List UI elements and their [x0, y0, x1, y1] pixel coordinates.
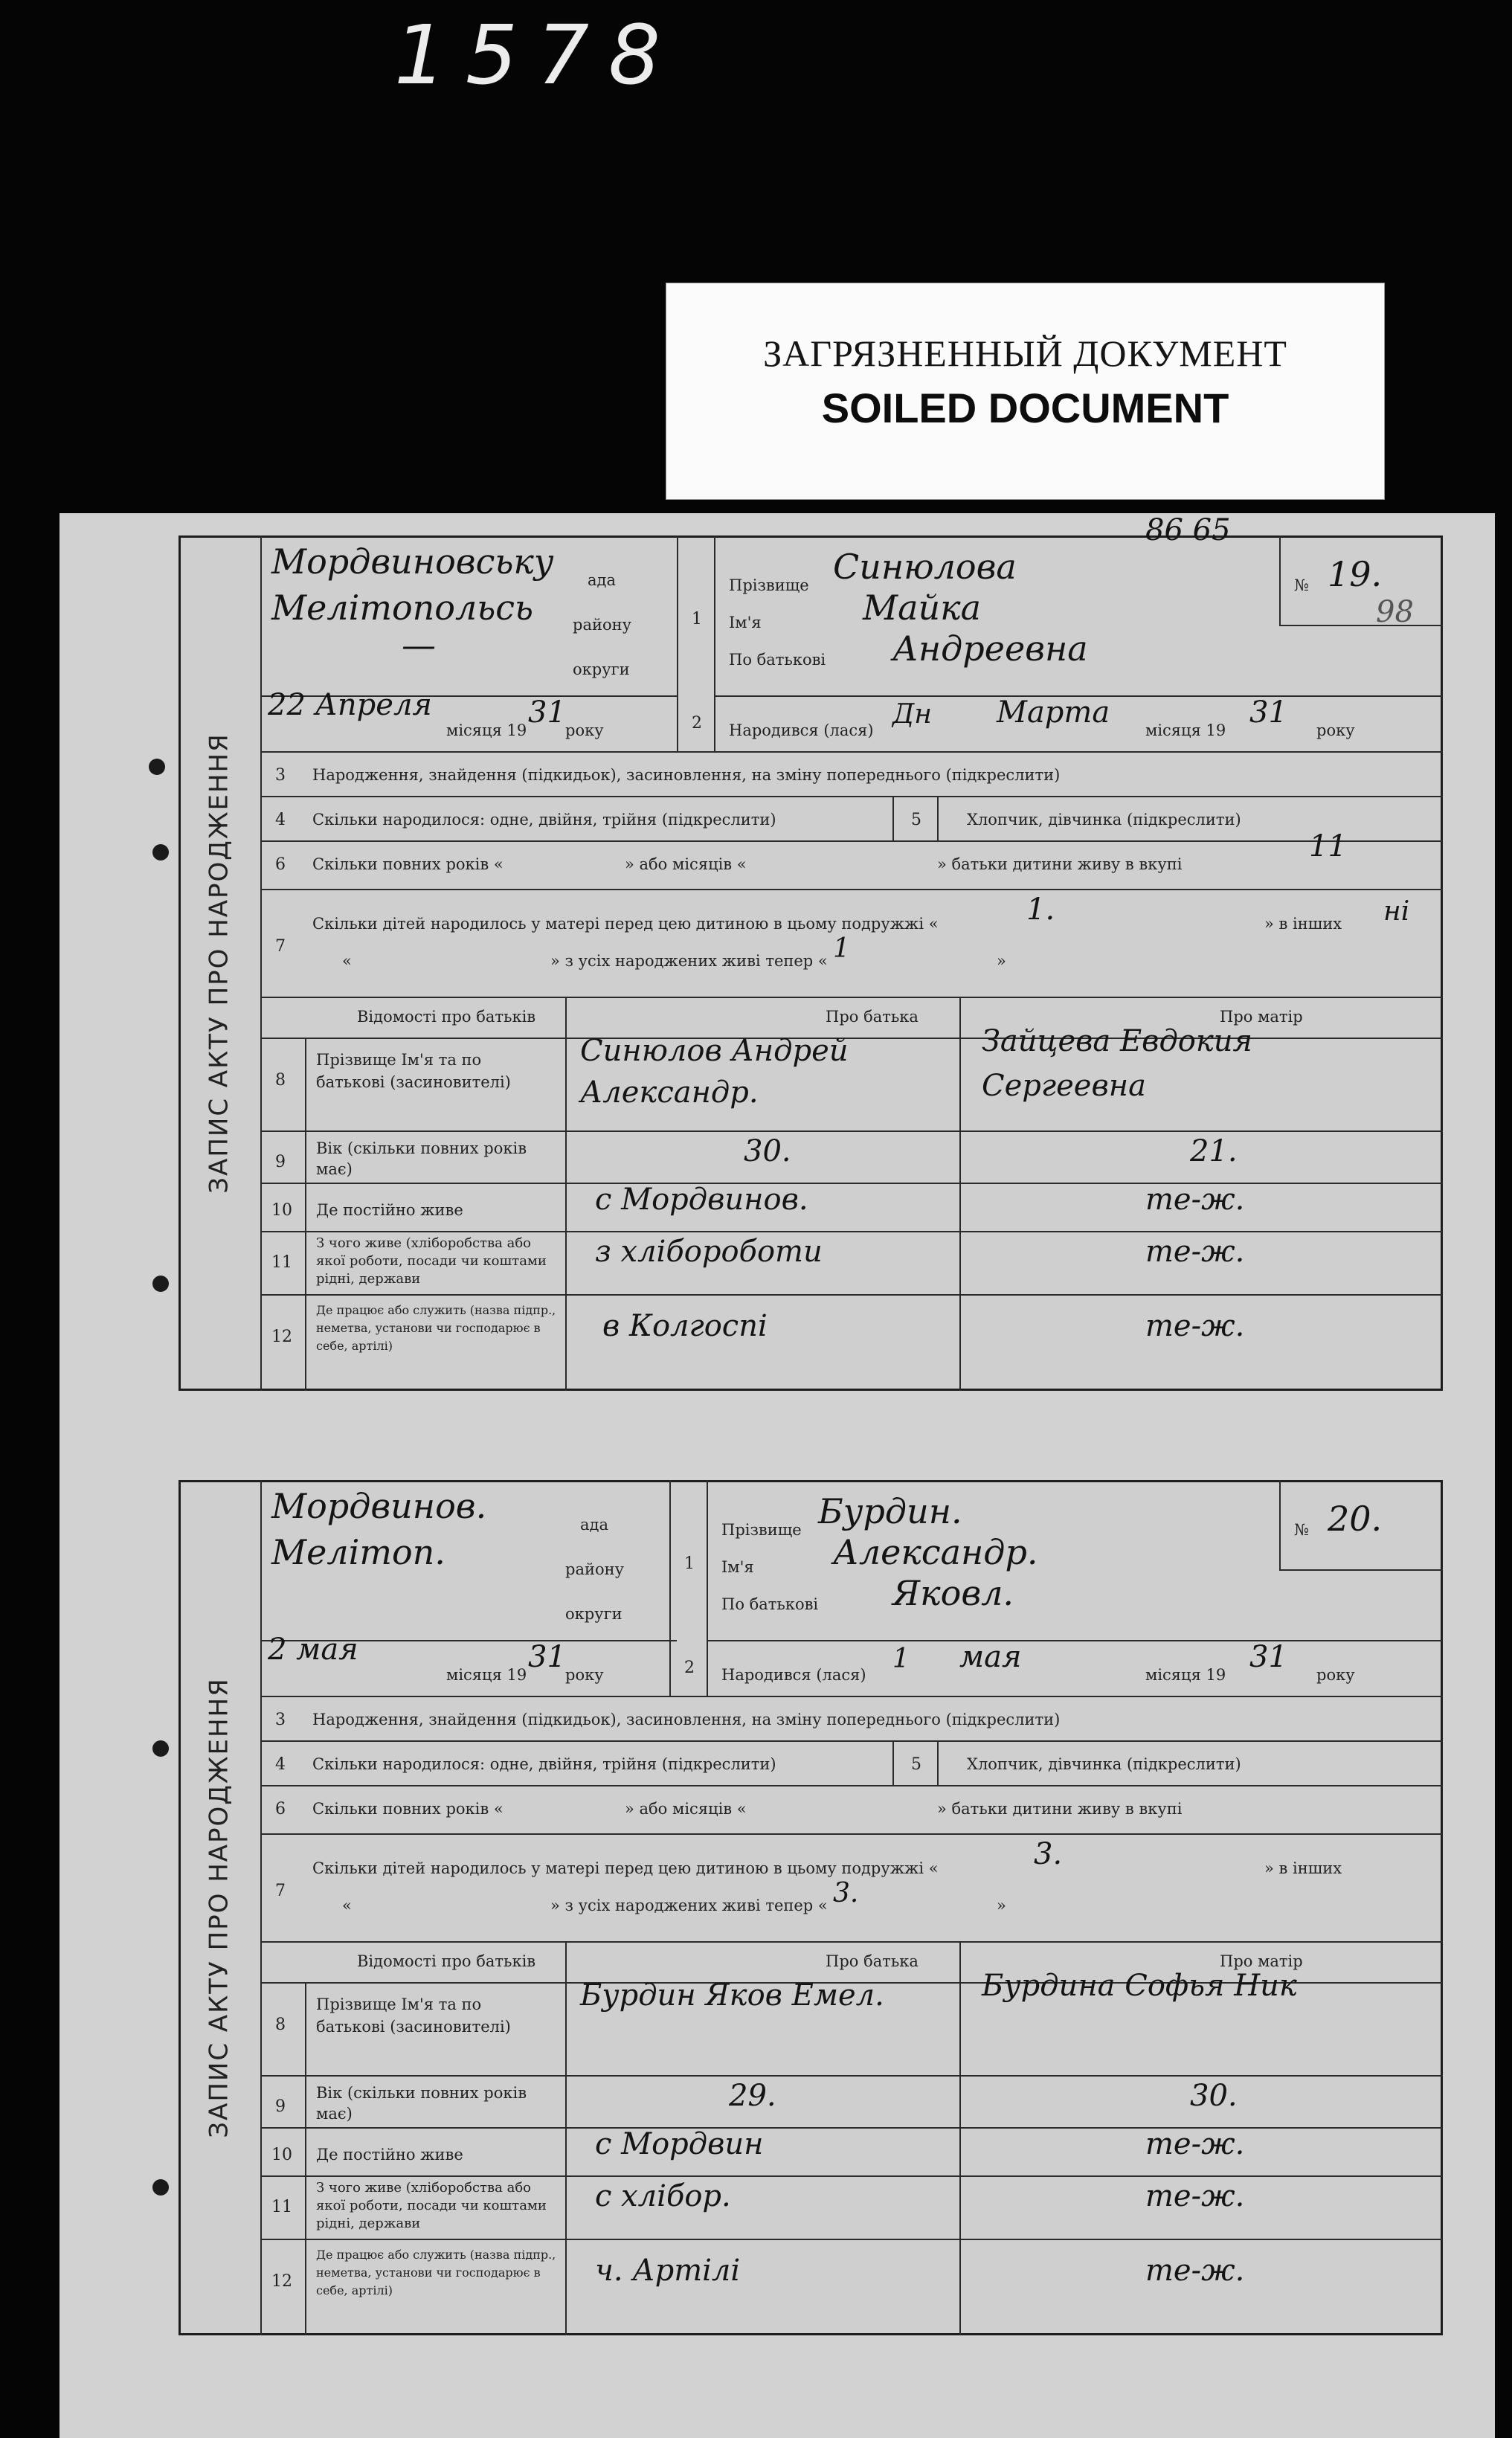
- reg-date-value: 2 мая: [268, 1633, 358, 1667]
- mother-residence-value: те-ж.: [1145, 2127, 1245, 2161]
- r10-label: Де постійно живе: [316, 2146, 463, 2164]
- okrug-value: —: [402, 625, 436, 665]
- row7-other-label: » в інших: [1264, 915, 1342, 933]
- mother-age-value: 21.: [1190, 1134, 1238, 1168]
- number-label: №: [1294, 1521, 1309, 1539]
- name-value: Александр.: [833, 1532, 1038, 1572]
- punch-hole: [152, 2179, 169, 2196]
- parents-header: Відомості про батьків: [357, 1952, 536, 1970]
- corrected-number-top: 86 65: [1145, 513, 1231, 547]
- name-label: Ім'я: [721, 1558, 754, 1576]
- punch-hole: [149, 759, 165, 775]
- row6-months-label: » або місяців «: [625, 1800, 747, 1818]
- patronymic-label: По батькові: [721, 1595, 819, 1613]
- year-label: року: [565, 721, 604, 739]
- row6-months-label: » або місяців «: [625, 855, 747, 873]
- row7-before-label: Скільки дітей народилось у матері перед цею дитиною в цьому подружжі «: [312, 915, 939, 933]
- r8-label: Прізвище Ім'я та по батькові (засиновителі): [316, 1051, 511, 1091]
- row3-label: Народження, знайдення (підкидьок), засиновлення, на зміну попереднього (підкреслити): [312, 766, 1061, 784]
- birth-month-value: мая: [959, 1640, 1022, 1674]
- father-residence-value: с Мордвин: [595, 2127, 764, 2161]
- row7-quote-label: «: [342, 952, 352, 970]
- patronymic-value: Яковл.: [892, 1573, 1014, 1613]
- patronymic-value: Андреевна: [892, 628, 1088, 669]
- row7-alive-value: 3.: [833, 1878, 859, 1908]
- record-number: 20.: [1328, 1499, 1383, 1539]
- year-label: року: [1316, 1666, 1355, 1684]
- year-label: року: [565, 1666, 604, 1684]
- okrug-label: округи: [565, 1605, 623, 1623]
- mother-header: Про матір: [1220, 1952, 1303, 1970]
- gada-label: ада: [588, 571, 616, 589]
- month-label: місяця 19: [1145, 721, 1226, 739]
- mother-name-value: Бурдина Софья Ник: [982, 1969, 1297, 2003]
- row3-label: Народження, знайдення (підкидьок), засиновлення, на зміну попереднього (підкреслити): [312, 1711, 1061, 1728]
- patronymic-label: По батькові: [729, 651, 826, 669]
- rayon-label: району: [573, 616, 631, 634]
- father-name-value: Синюлов Андрей Александр.: [580, 1034, 849, 1110]
- row7-alive-label: » з усіх народжених живі тепер «: [550, 952, 828, 970]
- record-side-title: ЗАПИС АКТУ ПРО НАРОДЖЕННЯ: [205, 733, 235, 1194]
- father-income-value: с хлібор.: [595, 2179, 731, 2213]
- r9-label: Вік (скільки повних років має): [316, 2084, 527, 2123]
- reg-year-value: 31: [528, 695, 566, 730]
- birth-day-value: Дн: [892, 699, 932, 730]
- month-label: місяця 19: [446, 1666, 527, 1684]
- mother-work-value: те-ж.: [1145, 1309, 1245, 1343]
- row7-other-label: » в інших: [1264, 1859, 1342, 1877]
- birth-year-value: 31: [1249, 695, 1287, 730]
- surname-value: Синюлова: [833, 547, 1017, 587]
- row7-alive-label: » з усіх народжених живі тепер «: [550, 1897, 828, 1914]
- surname-label: Прізвище: [721, 1521, 802, 1539]
- row6-value: 11: [1309, 829, 1347, 863]
- father-income-value: з хлібороботи: [595, 1235, 823, 1269]
- birth-record-2: ЗАПИС АКТУ ПРО НАРОДЖЕННЯ Мордвинов. ада Мелітоп. району округи 2 мая місяця 19 31 року 1 2 Прізвище Бурдин. Ім'я Александр. По батькові Яковл. Народився (лася) 1 мая місяця 19 31 року № 20. 3 Народження, знайдення (підкидьок), засиновлення, на зміну попереднього (підкреслити) 4 Скільки народилося: одне, двійня, трійня (підкреслити) 5 Хлопчик, дівчинка (підкреслити) 6 Скільки повних років « » або місяців « » батьки дитини живу в вкупі 7 Скільки дітей народилось у матері перед цею дитиною в цьому подружжі « 3. » в інших « » з усіх народжених живі тепер « 3. » Відомості про батьків Про батька Про матір 8 Прізвище Ім'я та по батькові (засиновителі) Бурдин Яков Емел. Бурдина Софья Ник 9 Вік (скільки повних років має) 29. 30. 10 Де постійно живе с Мордвин те-ж. 11 З чого живе (хліборобства або якої роботи, посади чи коштами рідні, держави с хлібор. те-ж. 12 Де працює або служить (назва підпр., неметва, установи чи господарює в себе, артілі) ч. Артілі те-ж.: [178, 1480, 1443, 2335]
- punch-hole: [152, 844, 169, 861]
- row7-before-label: Скільки дітей народилось у матері перед цею дитиною в цьому подружжі «: [312, 1859, 939, 1877]
- number-label: №: [1294, 576, 1309, 594]
- month-label: місяця 19: [446, 721, 527, 739]
- district-value: Мелітопольсь: [271, 588, 534, 628]
- reg-date-value: 22 Апреля: [268, 688, 432, 722]
- row5-label: Хлопчик, дівчинка (підкреслити): [967, 811, 1241, 829]
- r11-label: З чого живе (хліборобства або якої роботи, посади чи коштами рідні, держави: [316, 1235, 547, 1287]
- corrected-number-side: 98: [1376, 595, 1414, 629]
- archive-number: 1578: [394, 7, 680, 103]
- father-header: Про батька: [826, 1008, 919, 1026]
- place-value: Мордвинов.: [271, 1486, 487, 1526]
- row6-years-label: Скільки повних років «: [312, 855, 504, 873]
- reg-year-value: 31: [528, 1640, 566, 1674]
- place-value: Мордвиновську: [271, 541, 554, 582]
- row7-before-value: 1.: [1026, 892, 1055, 927]
- row7-end-label: »: [997, 952, 1006, 970]
- row7-alive-value: 1: [833, 933, 850, 964]
- stamp-russian: ЗАГРЯЗНЕННЫЙ ДОКУМЕНТ: [763, 332, 1287, 374]
- gada-label: ада: [580, 1516, 608, 1534]
- name-label: Ім'я: [729, 614, 762, 631]
- punch-hole: [152, 1276, 169, 1292]
- stamp-english: SOILED DOCUMENT: [821, 385, 1229, 431]
- father-work-value: в Колгоспі: [602, 1309, 768, 1343]
- father-name-value: Бурдин Яков Емел.: [580, 1978, 884, 2013]
- birth-year-value: 31: [1249, 1640, 1287, 1674]
- birth-day-value: 1: [892, 1644, 910, 1674]
- mother-residence-value: те-ж.: [1145, 1183, 1245, 1217]
- mother-income-value: те-ж.: [1145, 2179, 1245, 2213]
- row6-years-label: Скільки повних років «: [312, 1800, 504, 1818]
- father-header: Про батька: [826, 1952, 919, 1970]
- r9-label: Вік (скільки повних років має): [316, 1139, 527, 1178]
- r12-label: Де працює або служить (назва підпр., неметва, установи чи господарює в себе, артілі): [316, 2248, 556, 2297]
- mother-header: Про матір: [1220, 1008, 1303, 1026]
- mother-name-value: Зайцева Евдокия Сергеевна: [982, 1024, 1253, 1103]
- father-residence-value: с Мордвинов.: [595, 1183, 808, 1217]
- born-label: Народився (лася): [729, 721, 874, 739]
- parents-header: Відомості про батьків: [357, 1008, 536, 1026]
- r11-label: З чого живе (хліборобства або якої роботи, посади чи коштами рідні, держави: [316, 2180, 547, 2231]
- birth-month-value: Марта: [997, 695, 1110, 730]
- rayon-label: району: [565, 1560, 624, 1578]
- surname-value: Бурдин.: [818, 1491, 962, 1531]
- mother-age-value: 30.: [1190, 2079, 1238, 2113]
- r10-label: Де постійно живе: [316, 1201, 463, 1219]
- name-value: Майка: [863, 588, 982, 628]
- row7-end-label: »: [997, 1897, 1006, 1914]
- year-label: року: [1316, 721, 1355, 739]
- row4-label: Скільки народилося: одне, двійня, трійня (підкреслити): [312, 811, 776, 829]
- mother-work-value: те-ж.: [1145, 2254, 1245, 2288]
- record-number: 19.: [1328, 554, 1383, 594]
- district-value: Мелітоп.: [271, 1532, 445, 1572]
- record-side-title: ЗАПИС АКТУ ПРО НАРОДЖЕННЯ: [205, 1677, 235, 2138]
- birth-record-1: ЗАПИС АКТУ ПРО НАРОДЖЕННЯ Мордвиновську ада Мелітопольсь району — округи 22 Апреля місяця 19 31 року 1 2 Прізвище Синюлова Ім'я Майка По батькові Андреевна Народився (лася) Дн Марта місяця 19 31 року № 19. 86 65 98 3 Народження, знайдення (підкидьок), засиновлення, на зміну попереднього (підкреслити) 4 Скільки народилося: одне, двійня, трійня (підкреслити) 5 Хлопчик, дівчинка (підкреслити) 6 Скільки повних років « » або місяців « » батьки дитини живу в вкупі 11 7 Скільки дітей народилось у матері перед цею дитиною в цьому подружжі « 1. » в інших ні « » з усіх народжених живі тепер « 1 » Відомості про батьків Про батька Про матір 8 Прізвище Ім'я та по батькові (засиновителі) Синюлов Андрей Александр. Зайцева Евдокия Сергеевна 9 Вік (скільки повних років має) 30. 21. 10 Де постійно живе с Мордвинов. те-ж. 11 З чого живе (хліборобства або якої роботи, посади чи коштами рідні, держави з хлібороботи те-ж. 12 Де працює або служить (назва підпр., неметва, установи чи господарює в себе, артілі) в Колгоспі те-ж.: [178, 535, 1443, 1391]
- surname-label: Прізвище: [729, 576, 809, 594]
- r12-label: Де працює або служить (назва підпр., неметва, установи чи господарює в себе, артілі): [316, 1303, 556, 1353]
- mother-income-value: те-ж.: [1145, 1235, 1245, 1269]
- row7-quote-label: «: [342, 1897, 352, 1914]
- month-label: місяця 19: [1145, 1666, 1226, 1684]
- row5-label: Хлопчик, дівчинка (підкреслити): [967, 1755, 1241, 1773]
- father-age-value: 30.: [744, 1134, 791, 1168]
- father-age-value: 29.: [729, 2079, 776, 2113]
- father-work-value: ч. Артілі: [595, 2254, 741, 2288]
- row6-together-label: » батьки дитини живу в вкупі: [937, 1800, 1183, 1818]
- row6-together-label: » батьки дитини живу в вкупі: [937, 855, 1183, 873]
- r8-label: Прізвище Ім'я та по батькові (засиновителі): [316, 1995, 511, 2036]
- row7-before-value: 3.: [1034, 1837, 1063, 1871]
- punch-hole: [152, 1740, 169, 1757]
- okrug-label: округи: [573, 660, 630, 678]
- row4-label: Скільки народилося: одне, двійня, трійня (підкреслити): [312, 1755, 776, 1773]
- row7-other-value: ні: [1383, 896, 1410, 927]
- soiled-document-stamp: [666, 283, 1385, 500]
- born-label: Народився (лася): [721, 1666, 866, 1684]
